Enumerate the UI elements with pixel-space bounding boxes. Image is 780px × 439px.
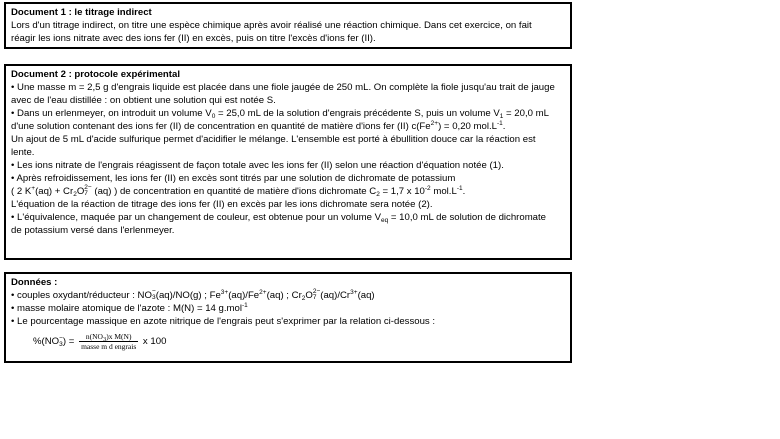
text: d'une solution contenant des ions fer (II) de concentration en quantité de matière d'ions fer (II) c(Fe (11, 121, 431, 132)
protocol-line-12: de potassium versé dans l'erlenmeyer. (11, 225, 175, 236)
superscript: -2 (424, 185, 431, 192)
superscript: -1 (456, 185, 463, 192)
formula-fraction (79, 332, 138, 351)
text: O (76, 186, 85, 197)
text: n(NO (85, 332, 103, 341)
data-box (4, 272, 572, 363)
text: = 20,0 mL (503, 108, 549, 119)
text: )x M(N) (106, 332, 132, 341)
protocol-line-9 (11, 185, 565, 198)
document-2-title: Document 2 : protocole expérimental (11, 69, 180, 80)
text: • Dans un erlenmeyer, on introduit un volume V (11, 108, 212, 119)
percent-intro-line: • Le pourcentage massique en azote nitrique de l'engrais peut s'exprimer par la relation ci-dessous : (11, 316, 436, 327)
text: • couples oxydant/réducteur : NO (11, 290, 152, 301)
protocol-line-1: • Une masse m = 2,5 g d'engrais liquide est placée dans une fiole jaugée de 250 mL. On complète la fiole jusqu'au trait de jauge (11, 82, 555, 93)
subscript: 2 (73, 191, 77, 198)
text: (aq)/Cr (320, 290, 351, 301)
text: x 100 (140, 336, 167, 348)
text: O (305, 290, 313, 301)
document-1-line-1: Lors d'un titrage indirect, on titre une espèce chimique après avoir réalisé une réaction chimique. Dans cet exercice, on fait (11, 20, 532, 31)
redox-couples-line (11, 289, 565, 302)
superscript: − (151, 288, 156, 296)
text: . (462, 186, 466, 197)
text: (aq)/Fe (228, 290, 260, 301)
text: = 25,0 mL de la solution d'engrais précédente S, puis un volume V (215, 108, 500, 119)
fraction-denominator: masse m d engrais (81, 342, 137, 351)
document-2-box (4, 64, 572, 260)
protocol-line-3 (11, 107, 565, 120)
text: ) = 0,20 mol.L (438, 121, 497, 132)
subscript: 2 (376, 191, 380, 198)
protocol-line-8: • Après refroidissement, les ions fer (II) en excès sont titrés par une solution de dichromate de potassium (11, 173, 456, 184)
superscript: -1 (497, 120, 503, 127)
text: (aq)/NO(g) ; Fe (155, 290, 221, 301)
molar-mass-line (11, 302, 565, 315)
document-1-line-2: réagir les ions nitrate avec des ions fer (II) en excès, puis on titre l'excès d'ions fer (II). (11, 33, 376, 44)
text: . (502, 121, 506, 132)
subscript: 3 (151, 294, 156, 302)
text: %(NO (33, 336, 60, 348)
protocol-line-11 (11, 211, 565, 224)
text: (aq) ; Cr (266, 290, 302, 301)
superscript: 2+ (430, 120, 439, 127)
superscript: 3+ (350, 289, 358, 296)
protocol-line-10: L'équation de la réaction de titrage des ions fer (II) en excès par les ions dichromate sera notée (2). (11, 199, 433, 210)
subscript: 0 (211, 113, 216, 120)
subscript: 2 (301, 295, 306, 302)
data-title: Données : (11, 277, 58, 288)
text: (aq) ) de concentration en quantité de matière d'ions dichromate C (91, 186, 377, 197)
protocol-line-7: • Les ions nitrate de l'engrais réagissent de façon totale avec les ions fer (II) selon une réaction d'équation notée (1). (11, 160, 504, 171)
protocol-line-4 (11, 120, 565, 133)
protocol-line-6: lente. (11, 147, 35, 158)
subscript: 7 (84, 190, 88, 198)
subscript: 3 (102, 336, 107, 343)
superscript: -1 (242, 302, 248, 309)
text: • masse molaire atomique de l'azote : M(N) = 14 g.mol (11, 303, 243, 314)
text: = 10,0 mL de solution de dichromate (388, 212, 547, 223)
text: • L'équivalence, maquée par un changement de couleur, est obtenue pour un volume V (11, 212, 382, 223)
protocol-line-5: Un ajout de 5 mL d'acide sulfurique permet d'acidifier le mélange. L'ensemble est porté à ébullition douce car la réaction est (11, 134, 536, 145)
subscript: 3 (59, 340, 63, 348)
superscript: 2+ (259, 289, 267, 296)
text: mol.L (430, 186, 457, 197)
ion-charge-stack (84, 185, 91, 197)
subscript: 1 (499, 113, 504, 120)
superscript: + (31, 185, 36, 192)
document-1-box (4, 2, 572, 49)
percent-formula (33, 332, 565, 351)
superscript: 3+ (220, 289, 229, 296)
text: = 1,7 x 10 (379, 186, 425, 197)
document-1-title: Document 1 : le titrage indirect (11, 7, 152, 18)
text: (aq) (357, 290, 375, 301)
text: (aq) + Cr (35, 186, 74, 197)
protocol-line-2: avec de l'eau distillée : on obtient une solution qui est notée S. (11, 95, 276, 106)
text: ) = (62, 336, 78, 348)
superscript: 2− (84, 184, 92, 192)
fraction-numerator (79, 332, 138, 342)
subscript: eq (381, 217, 389, 224)
superscript: − (59, 334, 63, 342)
text: ( 2 K (11, 186, 32, 197)
subscript: 7 (312, 294, 317, 302)
superscript: 2− (312, 288, 321, 296)
